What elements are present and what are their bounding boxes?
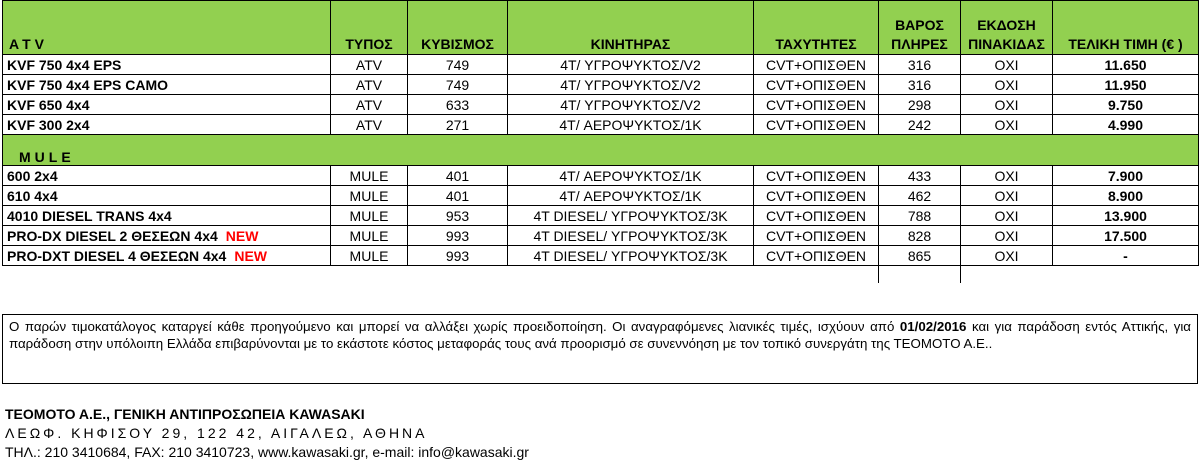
model-cell: KVF 750 4x4 EPS [3,55,331,75]
plate-cell: ΟΧΙ [961,166,1053,186]
cc-cell: 633 [408,95,508,115]
engine-cell: 4T DIESEL/ ΥΓΡΟΨΥΚΤΟΣ/3Κ [508,206,754,226]
price-cell: 11.650 [1053,55,1199,75]
weight-cell: 462 [879,186,961,206]
model-cell: KVF 300 2x4 [3,115,331,135]
model-name: 610 4x4 [7,187,58,204]
price-cell: - [1053,246,1199,266]
table-row [3,186,1199,206]
disclaimer-part-1: Ο παρών τιμοκατάλογος καταργεί κάθε προηγούμενο και μπορεί να αλλάξει χωρίς προειδοποίηση. Οι αναγραφόμενες λιανικές τιμές, ισχύουν από [9,319,900,334]
model-name: 600 2x4 [7,167,58,184]
header-model: ATV [3,1,331,55]
table-row [3,115,1199,135]
header-plate-line1: ΕΚΔΟΣΗ [977,17,1036,33]
plate-cell: ΟΧΙ [961,115,1053,135]
engine-cell: 4T/ ΥΓΡΟΨΥΚΤΟΣ/V2 [508,75,754,95]
model-name: 4010 DIESEL TRANS 4x4 [7,207,172,224]
table-row [3,226,1199,246]
weight-cell: 828 [879,226,961,246]
type-cell: ATV [331,55,408,75]
header-type: ΤΥΠΟΣ [331,1,408,55]
disclaimer-box [2,314,1198,384]
cc-cell: 749 [408,75,508,95]
plate-cell: ΟΧΙ [961,186,1053,206]
cc-cell: 401 [408,186,508,206]
type-cell: ATV [331,115,408,135]
header-plate-line2: ΠΙΝΑΚΙΔΑΣ [968,36,1045,52]
header-cc: ΚΥΒΙΣΜΟΣ [408,1,508,55]
weight-cell: 788 [879,206,961,226]
model-cell [3,246,331,266]
engine-cell: 4T DIESEL/ ΥΓΡΟΨΥΚΤΟΣ/3Κ [508,246,754,266]
cc-cell: 749 [408,55,508,75]
header-weight-line1: ΒΑΡΟΣ [895,17,944,33]
footer-company: ΤΕΟΜΟΤΟ Α.Ε., ΓΕΝΙΚΗ ΑΝΤΙΠΡΟΣΩΠΕΙΑ KAWASAKI [5,406,365,422]
model-cell [3,226,331,246]
plate-cell: ΟΧΙ [961,55,1053,75]
price-cell: 13.900 [1053,206,1199,226]
table-tail-row [3,266,1199,284]
disclaimer-part-2: και για παράδοση εντός Αττικής, για παράδοση στην υπόλοιπη Ελλάδα επιβαρύνονται με το εκάστοτε κόστος μεταφοράς τους ανά προορισμό σε συνεννόηση με τον τοπικό συνεργάτη της ΤΕΟΜΟΤΟ Α.Ε.. [9,319,1191,351]
type-cell: MULE [331,226,408,246]
plate-cell: ΟΧΙ [961,246,1053,266]
plate-cell: ΟΧΙ [961,226,1053,246]
table-row [3,166,1199,186]
engine-cell: 4T/ ΑΕΡΟΨΥΚΤΟΣ/1Κ [508,115,754,135]
header-weight [879,1,961,55]
weight-cell: 433 [879,166,961,186]
header-plate [961,1,1053,55]
type-cell: MULE [331,206,408,226]
new-badge: NEW [225,227,259,244]
header-speeds: ΤΑΧΥΤΗΤΕΣ [754,1,879,55]
cc-cell: 401 [408,166,508,186]
price-table [2,0,1199,283]
engine-cell: 4T/ ΑΕΡΟΨΥΚΤΟΣ/1Κ [508,186,754,206]
mule-section-row [3,135,1199,166]
price-cell: 17.500 [1053,226,1199,246]
speeds-cell: CVT+ΟΠΙΣΘΕΝ [754,75,879,95]
engine-cell: 4T/ ΑΕΡΟΨΥΚΤΟΣ/1Κ [508,166,754,186]
type-cell: MULE [331,186,408,206]
engine-cell: 4T/ ΥΓΡΟΨΥΚΤΟΣ/V2 [508,95,754,115]
model-cell [3,206,331,226]
price-cell: 7.900 [1053,166,1199,186]
cc-cell: 993 [408,226,508,246]
model-name: PRO-DX DIESEL 2 ΘΕΣΕΩΝ 4x4 [7,227,218,244]
price-cell: 8.900 [1053,186,1199,206]
header-row [3,1,1199,55]
table-row [3,206,1199,226]
speeds-cell: CVT+ΟΠΙΣΘΕΝ [754,115,879,135]
type-cell: MULE [331,166,408,186]
weight-cell: 316 [879,75,961,95]
table-row [3,55,1199,75]
weight-cell: 242 [879,115,961,135]
header-engine: ΚΙΝΗΤΗΡΑΣ [508,1,754,55]
speeds-cell: CVT+ΟΠΙΣΘΕΝ [754,166,879,186]
speeds-cell: CVT+ΟΠΙΣΘΕΝ [754,55,879,75]
footer-address: ΛΕΩΦ. ΚΗΦΙΣΟΥ 29, 122 42, ΑΙΓΑΛΕΩ, ΑΘΗΝΑ [5,425,428,441]
weight-cell: 865 [879,246,961,266]
disclaimer-text [9,315,1191,352]
footer [5,405,529,462]
speeds-cell: CVT+ΟΠΙΣΘΕΝ [754,206,879,226]
weight-cell: 316 [879,55,961,75]
model-cell [3,166,331,186]
cc-cell: 993 [408,246,508,266]
cc-cell: 953 [408,206,508,226]
speeds-cell: CVT+ΟΠΙΣΘΕΝ [754,226,879,246]
price-cell: 11.950 [1053,75,1199,95]
engine-cell: 4T DIESEL/ ΥΓΡΟΨΥΚΤΟΣ/3Κ [508,226,754,246]
new-badge: NEW [234,247,267,264]
speeds-cell: CVT+ΟΠΙΣΘΕΝ [754,246,879,266]
mule-section-label: MULE [3,135,1199,166]
cc-cell: 271 [408,115,508,135]
model-cell: KVF 650 4x4 [3,95,331,115]
disclaimer-date: 01/02/2016 [899,319,967,334]
table-row [3,95,1199,115]
footer-contact: ΤΗΛ.: 210 3410684, FAX: 210 3410723, www.kawasaki.gr, e-mail: info@kawasaki.gr [5,444,529,460]
engine-cell: 4T/ ΥΓΡΟΨΥΚΤΟΣ/V2 [508,55,754,75]
table-row [3,246,1199,266]
plate-cell: ΟΧΙ [961,95,1053,115]
header-price: ΤΕΛΙΚΗ ΤΙΜΗ (€ ) [1053,1,1199,55]
price-cell: 4.990 [1053,115,1199,135]
type-cell: ATV [331,95,408,115]
table-row [3,75,1199,95]
type-cell: MULE [331,246,408,266]
type-cell: ATV [331,75,408,95]
weight-cell: 298 [879,95,961,115]
price-cell: 9.750 [1053,95,1199,115]
model-name: PRO-DXT DIESEL 4 ΘΕΣΕΩΝ 4x4 [7,247,227,264]
speeds-cell: CVT+ΟΠΙΣΘΕΝ [754,95,879,115]
header-weight-line2: ΠΛΗΡΕΣ [891,36,948,52]
speeds-cell: CVT+ΟΠΙΣΘΕΝ [754,186,879,206]
plate-cell: ΟΧΙ [961,75,1053,95]
plate-cell: ΟΧΙ [961,206,1053,226]
model-cell: KVF 750 4x4 EPS CAMO [3,75,331,95]
model-cell [3,186,331,206]
